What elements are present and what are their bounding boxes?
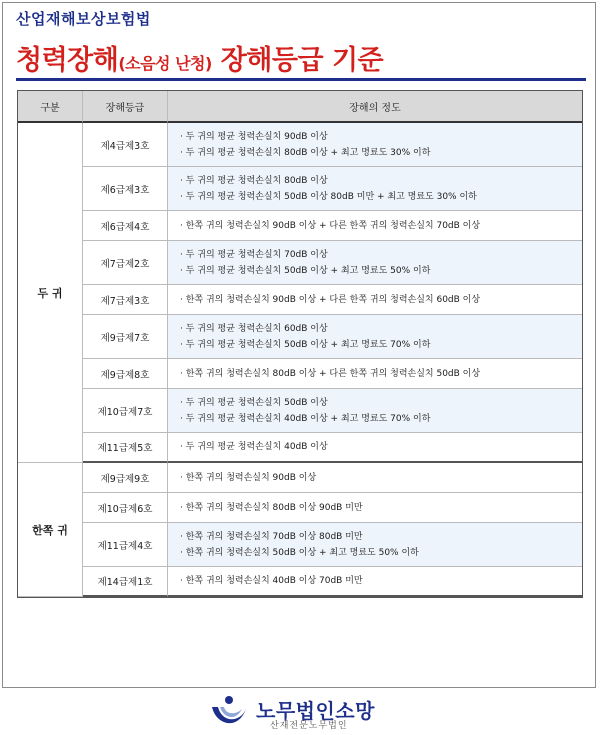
table-row [18,523,582,567]
table-row [18,285,582,315]
degree-cell [168,523,582,567]
degree-line: · 두 귀의 평균 청력손실치 80dB 이상 [180,175,328,186]
col-header-category: 구분 [18,91,83,123]
degree-cell [168,315,582,359]
degree-cell [168,211,582,241]
degree-line: · 두 귀의 평균 청력손실치 50dB 이상 80dB 미만 + 최고 명료도 30% 이하 [180,191,477,202]
table-body [18,123,582,597]
degree-line: · 한쪽 귀의 청력손실치 50dB 이상 + 최고 명료도 50% 이하 [180,547,419,558]
degree-line: · 두 귀의 평균 청력손실치 90dB 이상 [180,131,328,142]
degree-line: · 한쪽 귀의 청력손실치 70dB 이상 80dB 미만 [180,531,363,542]
degree-cell [168,123,582,167]
table-row [18,389,582,433]
table-row [18,433,582,463]
degree-line: · 두 귀의 평균 청력손실치 50dB 이상 [180,397,328,408]
grade-cell: 제9급제7호 [83,315,168,359]
table-row [18,463,582,493]
degree-cell [168,463,582,493]
degree-line: · 한쪽 귀의 청력손실치 40dB 이상 70dB 미만 [180,576,363,586]
grade-cell: 제14급제1호 [83,567,168,597]
degree-line: · 두 귀의 평균 청력손실치 40dB 이상 + 최고 명료도 70% 이하 [180,413,431,424]
degree-line: · 두 귀의 평균 청력손실치 50dB 이상 + 최고 명료도 70% 이하 [180,339,431,350]
degree-line: · 한쪽 귀의 청력손실치 90dB 이상 [180,472,317,483]
grade-cell: 제7급제3호 [83,285,168,315]
degree-cell [168,493,582,523]
title-part-1: 청력장해 [16,45,119,76]
table-row [18,567,582,597]
degree-cell [168,389,582,433]
grade-cell: 제10급제6호 [83,493,168,523]
grade-cell: 제10급제7호 [83,389,168,433]
table-header-row [18,91,582,123]
degree-line: · 두 귀의 평균 청력손실치 50dB 이상 + 최고 명료도 50% 이하 [180,265,431,276]
col-header-grade: 장해등급 [83,91,168,123]
degree-cell [168,241,582,285]
company-logo-icon [208,695,250,731]
table-row [18,493,582,523]
title-underline [16,78,586,81]
degree-cell [168,359,582,389]
degree-line: · 두 귀의 평균 청력손실치 80dB 이상 + 최고 명료도 30% 이하 [180,147,431,158]
grade-cell: 제11급제4호 [83,523,168,567]
table-row [18,167,582,211]
grade-cell: 제9급제9호 [83,463,168,493]
table-row [18,123,582,167]
degree-line: · 한쪽 귀의 청력손실치 80dB 이상 + 다른 한쪽 귀의 청력손실치 50dB 이상 [180,368,481,379]
degree-line: · 두 귀의 평균 청력손실치 60dB 이상 [180,323,328,334]
law-subtitle: 산업재해보상보험법 [16,10,151,28]
table-row [18,359,582,389]
degree-cell [168,167,582,211]
grade-cell: 제6급제3호 [83,167,168,211]
degree-cell [168,285,582,315]
title-paren: (소음성 난청) [118,54,212,73]
degree-line: · 한쪽 귀의 청력손실치 80dB 이상 90dB 미만 [180,502,363,513]
degree-cell [168,433,582,463]
grade-cell: 제6급제4호 [83,211,168,241]
page-title [16,38,383,77]
title-part-2: 장해등급 기준 [220,45,384,76]
grade-cell: 제11급제5호 [83,433,168,463]
company-tagline: 산재전문노무법인 [270,721,348,731]
degree-line: · 한쪽 귀의 청력손실치 90dB 이상 + 다른 한쪽 귀의 청력손실치 60dB 이상 [180,294,481,305]
degree-line: · 두 귀의 평균 청력손실치 70dB 이상 [180,249,328,260]
degree-cell [168,567,582,597]
grade-cell: 제7급제2호 [83,241,168,285]
degree-line: · 두 귀의 평균 청력손실치 40dB 이상 [180,442,328,452]
table-row [18,315,582,359]
grade-cell: 제4급제3호 [83,123,168,167]
grade-cell: 제9급제8호 [83,359,168,389]
grade-table [17,90,583,598]
col-header-degree: 장해의 정도 [168,91,582,123]
company-logo [208,695,408,731]
company-name: 노무법인소망 [256,699,375,723]
category-cell: 두 귀 [18,123,83,463]
table-row [18,241,582,285]
degree-line: · 한쪽 귀의 청력손실치 90dB 이상 + 다른 한쪽 귀의 청력손실치 70dB 이상 [180,220,481,231]
category-cell: 한쪽 귀 [18,463,83,597]
table-row [18,211,582,241]
